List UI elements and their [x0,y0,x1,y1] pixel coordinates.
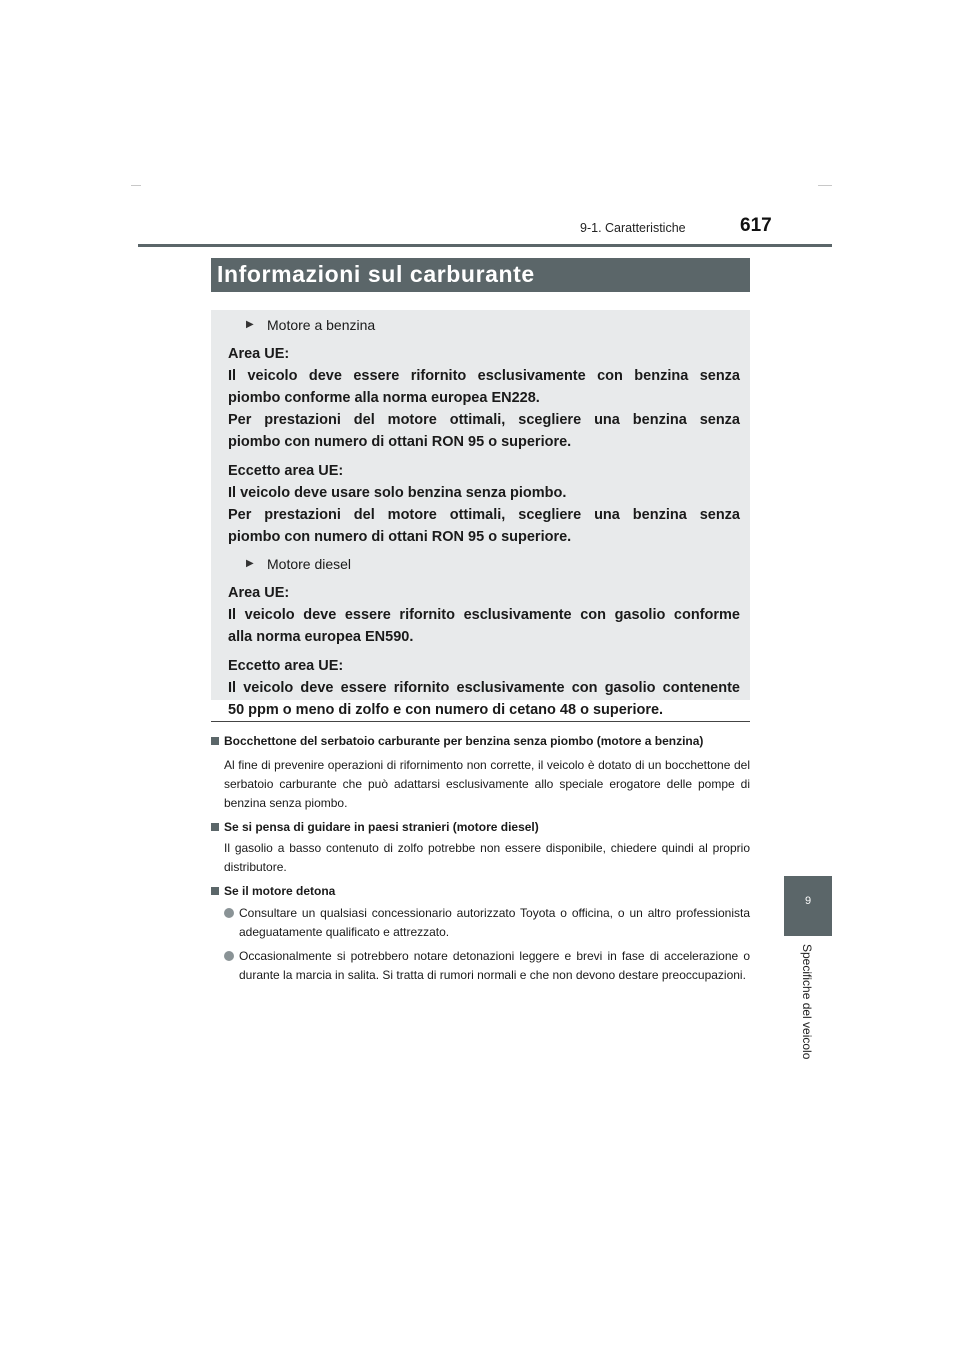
section-label: 9-1. Caratteristiche [580,221,686,235]
square-bullet-icon [211,737,219,745]
triangle-right-icon: ▶ [246,558,254,569]
circle-bullet-icon [224,951,234,961]
page-number: 617 [740,215,772,236]
notes-divider [211,721,750,722]
note-heading: Bocchettone del serbatoio carburante per benzina senza piombo (motore a benzina) [211,732,750,751]
diesel-non-eu-block [228,655,740,721]
chapter-label: Specifiche del veicolo [800,944,814,1060]
gasoline-subheading: ▶ Motore a benzina [246,314,740,336]
header-rule [138,244,832,247]
note-heading: Se si pensa di guidare in paesi stranieri (motore diesel) [211,818,750,837]
chapter-tab [784,876,832,936]
note-body: Al fine di prevenire operazioni di rifornimento non corrette, il veicolo è dotato di un bocchettone del serbatoio carburante che può adattarsi esclusivamente allo speciale erogatore delle pompe di benzina senza piombo. [224,758,750,810]
text-line: piombo con numero di ottani RON 95 o superiore. [228,434,572,450]
text-line: Per prestazioni del motore ottimali, scegliere una benzina senza [228,412,740,428]
text-line: piombo con numero di ottani RON 95 o superiore. [228,529,572,545]
text-line: Il veicolo deve essere rifornito esclusivamente con gasolio contenente [228,680,740,696]
gasoline-eu-block [228,343,740,453]
diesel-eu-heading: Area UE: [228,585,290,601]
gasoline-non-eu-heading: Eccetto area UE: [228,463,344,479]
diesel-eu-block [228,582,740,648]
diesel-non-eu-heading: Eccetto area UE: [228,658,344,674]
crop-mark [818,185,832,186]
list-item: Consultare un qualsiasi concessionario autorizzato Toyota o officina, o un altro professionista adeguatamente qualificato e attrezzato. [211,904,750,942]
notes-section [211,732,750,985]
text-line: alla norma europea EN590. [228,629,414,645]
text-line: Il veicolo deve essere rifornito esclusivamente con gasolio conforme [228,607,740,623]
square-bullet-icon [211,823,219,831]
text-line: Il veicolo deve essere rifornito esclusivamente con benzina senza [228,368,740,384]
diesel-subheading: ▶ Motore diesel [246,553,740,575]
title-bar [211,258,750,292]
gasoline-eu-heading: Area UE: [228,346,290,362]
text-line: piombo conforme alla norma europea EN228. [228,390,540,406]
text-line: Il veicolo deve usare solo benzina senza piombo. [228,485,567,501]
note-heading: Se il motore detona [211,882,750,901]
note-body: Il gasolio a basso contenuto di zolfo potrebbe non essere disponibile, chiedere quindi al proprio distributore. [224,841,750,874]
triangle-right-icon: ▶ [246,319,254,330]
text-line: 50 ppm o meno di zolfo e con numero di cetano 48 o superiore. [228,702,664,718]
gasoline-non-eu-block [228,460,740,548]
text-line: Per prestazioni del motore ottimali, scegliere una benzina senza [228,507,740,523]
square-bullet-icon [211,887,219,895]
circle-bullet-icon [224,908,234,918]
crop-mark [131,185,141,186]
chapter-number: 9 [804,895,812,907]
fuel-info-box [211,310,750,718]
list-item: Occasionalmente si potrebbero notare detonazioni leggere e brevi in fase di accelerazione o durante la marcia in salita. Si tratta di rumori normali e che non devono destare preoccupazioni. [211,947,750,985]
page-title: Informazioni sul carburante [217,261,535,287]
